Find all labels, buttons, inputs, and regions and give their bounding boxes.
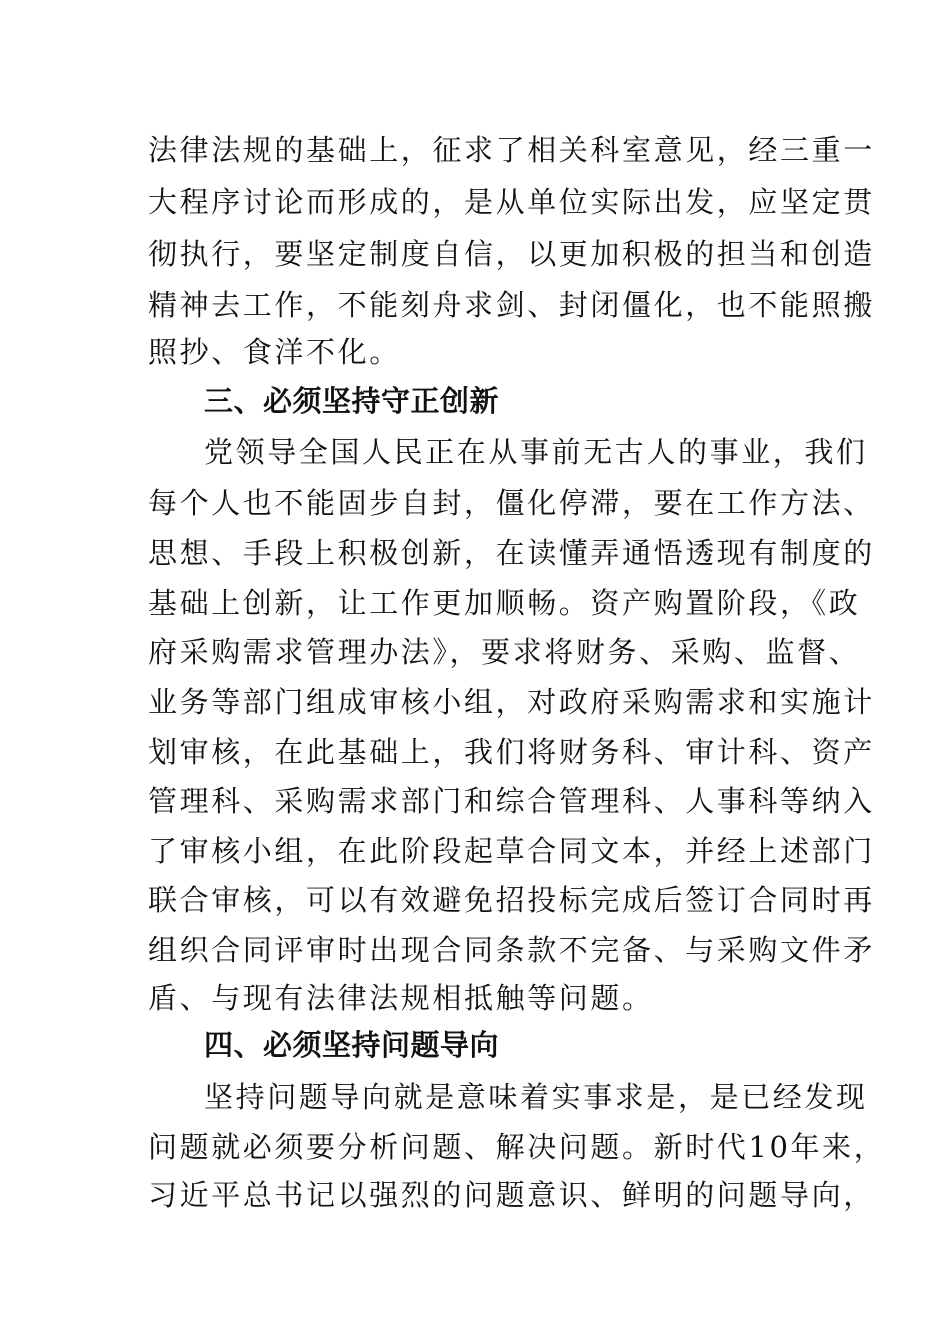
body-text-line: 管理科、采购需求部门和综合管理科、人事科等纳入 xyxy=(148,784,875,818)
body-text-line: 划审核，在此基础上，我们将财务科、审计科、资产 xyxy=(148,735,875,769)
body-text-line: 习近平总书记以强烈的问题意识、鲜明的问题导向， xyxy=(148,1178,875,1212)
body-text-line: 府采购需求管理办法》，要求将财务、采购、监督、 xyxy=(148,635,861,669)
body-text-line: 问题就必须要分析问题、解决问题。新时代10年来， xyxy=(148,1130,886,1164)
paragraph-first-line: 坚持问题导向就是意味着实事求是，是已经发现 xyxy=(204,1080,868,1114)
body-text-line: 盾、与现有法律法规相抵触等问题。 xyxy=(148,981,654,1015)
body-text-line: 组织合同评审时出现合同条款不完备、与采购文件矛 xyxy=(148,933,875,967)
section-heading-4: 四、必须坚持问题导向 xyxy=(204,1028,500,1062)
body-text-line: 法律法规的基础上，征求了相关科室意见，经三重一 xyxy=(148,133,875,167)
body-text-line: 照抄、食洋不化。 xyxy=(148,335,401,369)
body-text-line: 每个人也不能固步自封，僵化停滞，要在工作方法、 xyxy=(148,486,875,520)
section-heading-3: 三、必须坚持守正创新 xyxy=(204,384,500,418)
body-text-line: 彻执行，要坚定制度自信，以更加积极的担当和创造 xyxy=(148,237,875,271)
body-text-line: 精神去工作，不能刻舟求剑、封闭僵化，也不能照搬 xyxy=(148,288,875,322)
body-text-line: 业务等部门组成审核小组，对政府采购需求和实施计 xyxy=(148,685,875,719)
paragraph-first-line: 党领导全国人民正在从事前无古人的事业，我们 xyxy=(204,435,868,469)
body-text-line: 基础上创新，让工作更加顺畅。资产购置阶段，《政 xyxy=(148,586,861,620)
body-text-line: 大程序讨论而形成的，是从单位实际出发，应坚定贯 xyxy=(148,185,875,219)
body-text-line: 了审核小组，在此阶段起草合同文本，并经上述部门 xyxy=(148,834,875,868)
body-text-line: 思想、手段上积极创新，在读懂弄通悟透现有制度的 xyxy=(148,536,875,570)
body-text-line: 联合审核，可以有效避免招投标完成后签订合同时再 xyxy=(148,883,875,917)
